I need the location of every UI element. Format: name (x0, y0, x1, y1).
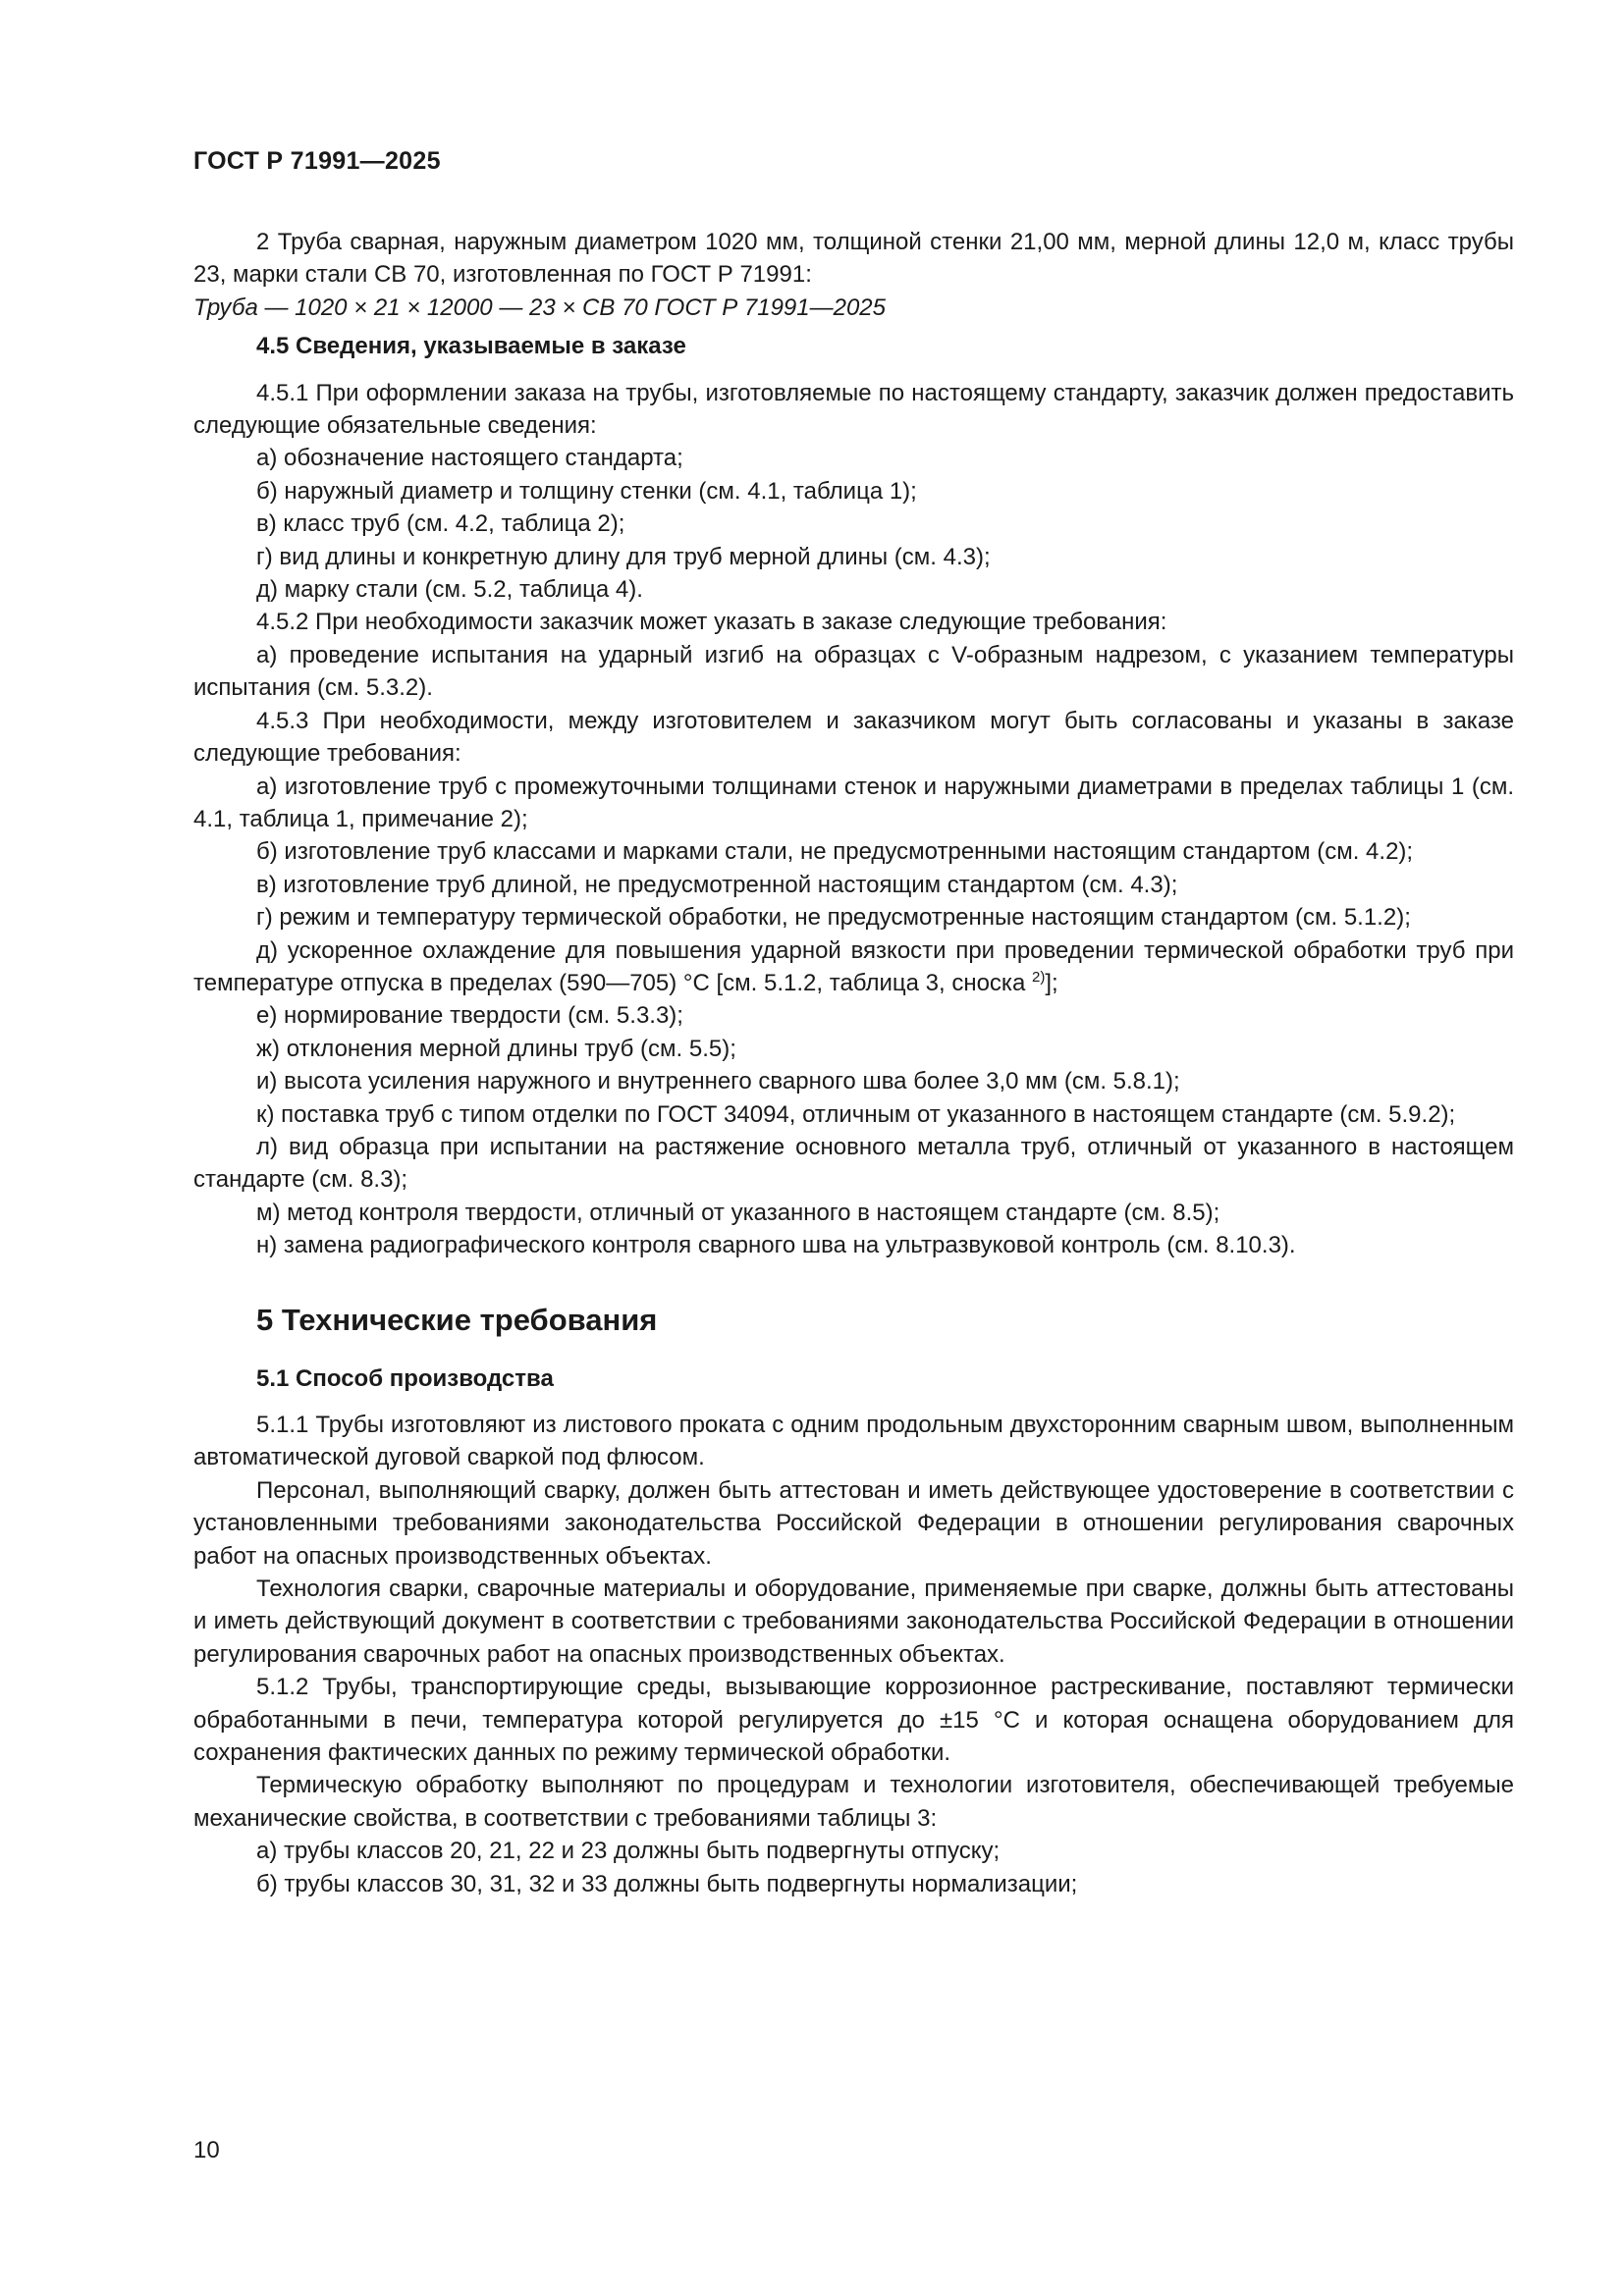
list-item: г) режим и температуру термической обработки, не предусмотренные настоящим стандартом (см. 5.1.2); (256, 904, 1411, 932)
list-item: ж) отклонения мерной длины труб (см. 5.5); (256, 1035, 736, 1062)
footnote-reference: 2) (1031, 968, 1046, 986)
page-number: 10 (193, 2137, 220, 2163)
list-item-end: ]; (1045, 969, 1058, 996)
section-5-title: 5 Технические требования (256, 1302, 658, 1337)
example-text: 2 Труба сварная, наружным диаметром 1020 мм, толщиной стенки 21,00 мм, мерной длины 12,0 м, класс трубы 23, марки стали СВ 70, изготовленная по ГОСТ Р 71991: (193, 229, 1514, 289)
list-item-text: д) ускоренное охлаждение для повышения ударной вязкости при проведении термической обработки труб при температуре отпуска в пределах (590—705) °С [см. 5.1.2, таблица 3, сноска (193, 936, 1514, 996)
list-item: г) вид длины и конкретную длину для труб мерной длины (см. 4.3); (256, 543, 991, 570)
list-item: в) изготовление труб длиной, не предусмотренной настоящим стандартом (см. 4.3); (256, 871, 1178, 898)
list-item: л) вид образца при испытании на растяжение основного металла труб, отличный от указанного в настоящем стандарте (см. 8.3); (193, 1133, 1514, 1194)
clause-4-5-2: 4.5.2 При необходимости заказчик может указать в заказе следующие требования: (256, 609, 1167, 636)
section-5-1-title: 5.1 Способ производства (256, 1364, 554, 1392)
list-item: е) нормирование твердости (см. 5.3.3); (256, 1002, 683, 1030)
list-item-with-footnote (193, 934, 1514, 1000)
clause-4-5-3: 4.5.3 При необходимости, между изготовителем и заказчиком могут быть согласованы и указаны в заказе следующие требования: (193, 707, 1514, 768)
list-item: а) изготовление труб с промежуточными толщинами стенок и наружными диаметрами в пределах таблицы 1 (см. 4.1, таблица 1, примечание 2); (193, 773, 1514, 832)
section-4-5-title: 4.5 Сведения, указываемые в заказе (256, 333, 686, 360)
clause-4-5-1: 4.5.1 При оформлении заказа на трубы, изготовляемые по настоящему стандарту, заказчик должен предоставить следующие обязательные сведения: (193, 379, 1514, 440)
list-item: и) высота усиления наружного и внутреннего сварного шва более 3,0 мм (см. 5.8.1); (256, 1068, 1180, 1095)
list-item: а) обозначение настоящего стандарта; (256, 445, 683, 472)
paragraph: Технология сварки, сварочные материалы и оборудование, применяемые при сварке, должны быть аттестованы и иметь действующий документ в соответствии с требованиями законодательства Российской Федерации в отношении регулирования сварочных работ на опасных производственных объектах. (193, 1575, 1514, 1668)
list-item: а) проведение испытания на ударный изгиб на образцах с V-образным надрезом, с указанием температуры испытания (см. 5.3.2). (193, 641, 1514, 702)
list-item: б) наружный диаметр и толщину стенки (см. 4.1, таблица 1); (256, 477, 917, 505)
document-header: ГОСТ Р 71991—2025 (193, 147, 441, 175)
list-item: а) трубы классов 20, 21, 22 и 23 должны быть подвергнуты отпуску; (256, 1838, 1001, 1865)
list-item: б) изготовление труб классами и марками стали, не предусмотренными настоящим стандартом (см. 4.2); (256, 838, 1414, 866)
paragraph: Персонал, выполняющий сварку, должен быть аттестован и иметь действующее удостоверение в соответствии с установленными требованиями законодательства Российской Федерации в отношении регулирования сварочных работ на опасных производственных объектах. (193, 1476, 1514, 1570)
clause-5-1-1: 5.1.1 Трубы изготовляют из листового проката с одним продольным двухсторонним сварным швом, выполненным автоматической дуговой сваркой под флюсом. (193, 1412, 1514, 1471)
document-body (193, 226, 1514, 1900)
list-item: д) марку стали (см. 5.2, таблица 4). (256, 576, 643, 604)
list-item: к) поставка труб с типом отделки по ГОСТ 34094, отличным от указанного в настоящем стандарте (см. 5.9.2); (256, 1100, 1456, 1128)
paragraph: Термическую обработку выполняют по процедурам и технологии изготовителя, обеспечивающей требуемые механические свойства, в соответствии с требованиями таблицы 3: (193, 1772, 1514, 1832)
list-item: в) класс труб (см. 4.2, таблица 2); (256, 510, 625, 538)
list-item: н) замена радиографического контроля сварного шва на ультразвуковой контроль (см. 8.10.3). (256, 1232, 1296, 1259)
list-item: м) метод контроля твердости, отличный от указанного в настоящем стандарте (см. 8.5); (256, 1199, 1220, 1226)
designation-formula: Труба — 1020 × 21 × 12000 — 23 × СВ 70 ГОСТ Р 71991—2025 (193, 294, 886, 321)
list-item: б) трубы классов 30, 31, 32 и 33 должны быть подвергнуты нормализации; (256, 1870, 1078, 1897)
clause-5-1-2: 5.1.2 Трубы, транспортирующие среды, вызывающие коррозионное растрескивание, поставляют термически обработанными в печи, температура которой регулируется до ±15 °С и которая оснащена оборудованием для сохранения фактических данных по режиму термической обработки. (193, 1674, 1514, 1767)
